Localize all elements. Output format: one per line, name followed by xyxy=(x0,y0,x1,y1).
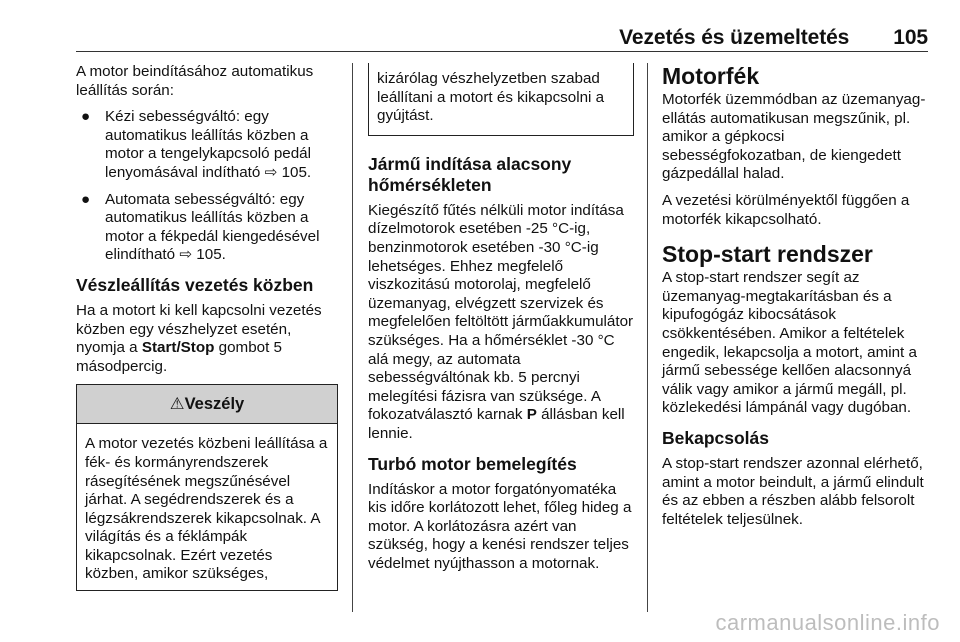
section-heading-turbo-warmup: Turbó motor bemelegítés xyxy=(368,453,577,474)
warning-text: A motor vezetés közbeni leállítása a fék- és kormányrendszerek rásegítésének megszűnésével járhat. A segédrendszerek és a légzsákrendszerek kikapcsolnak. A világítás és a féklámpák kikapcsolnak. Ezért vezetés közben, amikor szükséges, xyxy=(85,435,328,583)
park-position-label: P xyxy=(526,406,537,424)
column-divider-1 xyxy=(352,63,353,612)
column-divider-2 xyxy=(647,63,648,612)
section-heading-cold-start: Jármű indítása alacsony hőmérsékleten xyxy=(368,153,572,195)
engine-brake-paragraph: Motorfék üzemmódban az üzemanyag-ellátás automatikusan megszűnik, pl. amikor a gépkocsi sebességfokozatban, de kiengedett gázpedállal halad. xyxy=(662,91,926,183)
header-rule xyxy=(76,51,928,52)
list-item xyxy=(76,191,338,265)
bullet-icon: ● xyxy=(81,108,91,126)
engine-brake-paragraph-2: A vezetési körülményektől függően a motorfék kikapcsolható. xyxy=(662,191,910,228)
start-stop-label: Start/Stop xyxy=(141,339,215,357)
page-ref-arrow-icon: ⇨ xyxy=(179,246,193,264)
list-item-text: Automata sebességváltó: egy automatikus leállítás közben a motor a fékpedál kiengedésével elindítható xyxy=(105,190,320,264)
turbo-warmup-paragraph: Indításkor a motor forgatónyomatéka kis időre korlátozott lehet, főleg hideg a motor. A korlátozásra azért van szükség, hogy a kenési rendszer teljes védelmet nyújthasson a motornak. xyxy=(368,480,632,572)
activation-paragraph: A stop-start rendszer azonnal elérhető, amint a motor beindult, a jármű elindult és az ebben a részben alább felsorolt feltételek teljesülnek. xyxy=(662,454,924,528)
stop-start-paragraph: A stop-start rendszer segít az üzemanyag-megtakarításban és a kipufogógáz kibocsátások csökkentésében. Amikor a feltételek engedik, lekapcsolja a motort, amint a jármű sebessége kellően alacsonnyá válik vagy amikor a jármű megáll, pl. közlekedési lámpánál vagy dugóban. xyxy=(662,269,917,417)
page-number: 105 xyxy=(893,26,928,49)
danger-warning-box xyxy=(76,384,338,591)
section-heading-activation: Bekapcsolás xyxy=(662,427,770,448)
page-ref[interactable]: 105. xyxy=(196,246,226,264)
column-3 xyxy=(662,63,928,537)
warning-header xyxy=(77,385,337,424)
page-header xyxy=(76,20,928,50)
watermark: carmanualsonline.info xyxy=(715,610,940,635)
column-1 xyxy=(76,63,338,591)
emergency-stop-paragraph: Ha a motort ki kell kapcsolni vezetés közben egy vészhelyzet esetén, nyomja a Start/Stop gombot 5 másodpercig. xyxy=(76,301,322,375)
warning-title: Veszély xyxy=(184,395,245,414)
page-title: Vezetés és üzemeltetés xyxy=(619,26,850,49)
intro-paragraph: A motor beindításához automatikus leállítás során: xyxy=(76,63,314,99)
cold-start-paragraph: Kiegészítő fűtés nélküli motor indítása dízelmotorok esetében -25 °C-ig, benzinmotorok esetében -30 °C-ig lehetséges. Ehhez megfelelő viszkozitású motorolaj, megfelelő üzemanyag, elvégzett szervizek és megfelelően feltöltött járműakkumulátor szükséges. Ha a hőmérséklet -30 °C alá megy, az automata sebességváltónak kb. 5 percnyi melegítési fázisra van szüksége. A fokozatválasztó karnak P állásban kell lennie. xyxy=(368,201,634,442)
warning-triangle-icon: ⚠ xyxy=(169,395,185,414)
section-heading-stop-start: Stop-start rendszer xyxy=(662,241,873,268)
page-ref-arrow-icon: ⇨ xyxy=(264,163,278,181)
list-item xyxy=(76,108,338,182)
section-heading-emergency-stop: Vészleállítás vezetés közben xyxy=(76,274,314,295)
warning-body xyxy=(77,424,337,590)
list-item-text: Kézi sebességváltó: egy automatikus leállítás közben a motor a tengelykapcsoló pedál lenyomásával indítható xyxy=(105,108,312,181)
warning-continuation-box xyxy=(368,63,634,136)
page-ref[interactable]: 105. xyxy=(281,163,312,181)
bullet-list xyxy=(76,108,338,265)
section-heading-engine-brake: Motorfék xyxy=(662,63,760,89)
warning-continuation-text: kizárólag vészhelyzetben szabad leállítani a motort és kikapcsolni a gyújtást. xyxy=(377,70,605,125)
column-2 xyxy=(368,63,634,581)
bullet-icon: ● xyxy=(81,190,91,208)
